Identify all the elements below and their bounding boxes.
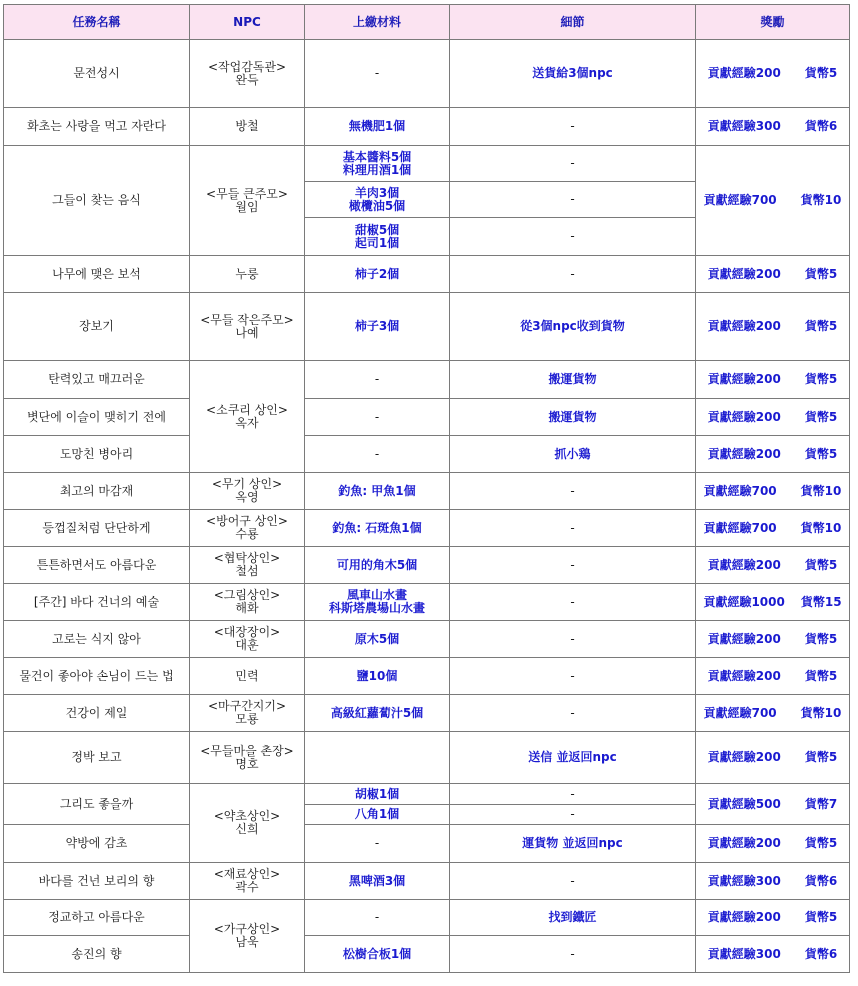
npc-cell: <협탁상인> 철섬 <box>190 547 305 584</box>
reward-cell: 貢獻經驗200 貨幣5 <box>696 361 850 399</box>
quest-name: 약방에 감초 <box>4 825 190 863</box>
table-row <box>4 108 850 146</box>
reward-cell: 貢獻經驗700 貨幣10 <box>696 510 850 547</box>
detail-cell: - <box>450 805 696 825</box>
detail-cell: - <box>450 658 696 695</box>
material-cell: - <box>305 40 450 108</box>
reward-cell: 貢獻經驗700 貨幣10 <box>696 146 850 256</box>
npc-cell: <무들 큰주모> 월임 <box>190 146 305 256</box>
table-row <box>4 473 850 510</box>
npc-cell: <대장장이> 대훈 <box>190 621 305 658</box>
reward-cell: 貢獻經驗200 貨幣5 <box>696 256 850 293</box>
detail-cell: 送信 並返回npc <box>450 732 696 784</box>
detail-cell: - <box>450 695 696 732</box>
table-row <box>4 900 850 936</box>
reward-cell: 貢獻經驗500 貨幣7 <box>696 784 850 825</box>
detail-cell: 找到鐵匠 <box>450 900 696 936</box>
material-cell: 八角1個 <box>305 805 450 825</box>
quest-name: 정교하고 아름다운 <box>4 900 190 936</box>
detail-cell: - <box>450 510 696 547</box>
reward-cell: 貢獻經驗1000 貨幣15 <box>696 584 850 621</box>
reward-cell: 貢獻經驗200 貨幣5 <box>696 900 850 936</box>
detail-cell: - <box>450 146 696 182</box>
quest-name: 나무에 맺은 보석 <box>4 256 190 293</box>
material-cell: 甜椒5個 起司1個 <box>305 218 450 256</box>
table-row <box>4 399 850 436</box>
npc-cell: <작업감독관> 완득 <box>190 40 305 108</box>
detail-cell: 搬運貨物 <box>450 399 696 436</box>
header-npc: NPC <box>190 5 305 40</box>
reward-cell: 貢獻經驗200 貨幣5 <box>696 547 850 584</box>
reward-cell: 貢獻經驗200 貨幣5 <box>696 732 850 784</box>
quest-name: 건강이 제일 <box>4 695 190 732</box>
detail-cell: - <box>450 547 696 584</box>
table-row <box>4 146 850 182</box>
detail-cell: - <box>450 218 696 256</box>
material-cell: - <box>305 825 450 863</box>
reward-cell: 貢獻經驗300 貨幣6 <box>696 936 850 973</box>
detail-cell: - <box>450 108 696 146</box>
material-cell: 胡椒1個 <box>305 784 450 805</box>
quest-name: 도망친 병아리 <box>4 436 190 473</box>
material-cell: 柿子2個 <box>305 256 450 293</box>
npc-cell: <소쿠리 상인> 옥자 <box>190 361 305 473</box>
quest-name: 볏단에 이슬이 맺히기 전에 <box>4 399 190 436</box>
material-cell: 基本醬料5個 料理用酒1個 <box>305 146 450 182</box>
material-cell: 釣魚: 甲魚1個 <box>305 473 450 510</box>
material-cell: 無機肥1個 <box>305 108 450 146</box>
quest-name: [주간] 바다 건너의 예술 <box>4 584 190 621</box>
detail-cell: - <box>450 784 696 805</box>
quest-name: 문전성시 <box>4 40 190 108</box>
reward-cell: 貢獻經驗200 貨幣5 <box>696 40 850 108</box>
reward-cell: 貢獻經驗200 貨幣5 <box>696 293 850 361</box>
reward-cell: 貢獻經驗200 貨幣5 <box>696 399 850 436</box>
npc-cell: <그림상인> 해화 <box>190 584 305 621</box>
material-cell: 黑啤酒3個 <box>305 863 450 900</box>
table-row <box>4 863 850 900</box>
table-row <box>4 784 850 805</box>
table-header-row <box>4 5 850 40</box>
detail-cell: - <box>450 256 696 293</box>
npc-cell: <방어구 상인> 수룡 <box>190 510 305 547</box>
quest-name: 정박 보고 <box>4 732 190 784</box>
npc-cell: <마구간지기> 모룡 <box>190 695 305 732</box>
table-row <box>4 361 850 399</box>
table-row <box>4 256 850 293</box>
material-cell: - <box>305 436 450 473</box>
header-reward: 獎勵 <box>696 5 850 40</box>
table-row <box>4 584 850 621</box>
npc-cell: 누룽 <box>190 256 305 293</box>
npc-cell: <무기 상인> 옥영 <box>190 473 305 510</box>
table-row <box>4 547 850 584</box>
quest-name: 고로는 식지 않아 <box>4 621 190 658</box>
quest-name: 바다를 건넌 보리의 향 <box>4 863 190 900</box>
material-cell: - <box>305 361 450 399</box>
table-row <box>4 936 850 973</box>
material-cell: - <box>305 900 450 936</box>
npc-cell: <약초상인> 신희 <box>190 784 305 863</box>
detail-cell: 送貨給3個npc <box>450 40 696 108</box>
detail-cell: - <box>450 473 696 510</box>
quest-name: 송진의 향 <box>4 936 190 973</box>
table-row <box>4 510 850 547</box>
detail-cell: - <box>450 936 696 973</box>
quest-name: 그들이 찾는 음식 <box>4 146 190 256</box>
quest-name: 탄력있고 매끄러운 <box>4 361 190 399</box>
quest-name: 그리도 좋을까 <box>4 784 190 825</box>
npc-cell: <재료상인> 곽수 <box>190 863 305 900</box>
header-detail: 細節 <box>450 5 696 40</box>
npc-cell: <무들마을 촌장> 명호 <box>190 732 305 784</box>
quest-name: 등껍질처럼 단단하게 <box>4 510 190 547</box>
table-row <box>4 436 850 473</box>
reward-cell: 貢獻經驗200 貨幣5 <box>696 658 850 695</box>
table-row <box>4 40 850 108</box>
quest-table <box>3 4 850 973</box>
table-row <box>4 658 850 695</box>
detail-cell: 從3個npc收到貨物 <box>450 293 696 361</box>
detail-cell: - <box>450 182 696 218</box>
quest-name: 화초는 사랑을 먹고 자란다 <box>4 108 190 146</box>
detail-cell: - <box>450 863 696 900</box>
reward-cell: 貢獻經驗200 貨幣5 <box>696 621 850 658</box>
reward-cell: 貢獻經驗200 貨幣5 <box>696 436 850 473</box>
material-cell: 高級紅蘿蔔汁5個 <box>305 695 450 732</box>
material-cell: 羊肉3個 橄欖油5個 <box>305 182 450 218</box>
table-row <box>4 732 850 784</box>
table-row <box>4 695 850 732</box>
quest-name: 장보기 <box>4 293 190 361</box>
detail-cell: 抓小鶏 <box>450 436 696 473</box>
material-cell: 風車山水畫 科斯塔農場山水畫 <box>305 584 450 621</box>
detail-cell: - <box>450 621 696 658</box>
npc-cell: 민력 <box>190 658 305 695</box>
table-row <box>4 293 850 361</box>
table-row <box>4 621 850 658</box>
quest-name: 튼튼하면서도 아름다운 <box>4 547 190 584</box>
header-name: 任務名稱 <box>4 5 190 40</box>
reward-cell: 貢獻經驗300 貨幣6 <box>696 108 850 146</box>
material-cell: 柿子3個 <box>305 293 450 361</box>
material-cell: 鹽10個 <box>305 658 450 695</box>
detail-cell: - <box>450 584 696 621</box>
reward-cell: 貢獻經驗200 貨幣5 <box>696 825 850 863</box>
material-cell <box>305 732 450 784</box>
reward-cell: 貢獻經驗700 貨幣10 <box>696 695 850 732</box>
reward-cell: 貢獻經驗700 貨幣10 <box>696 473 850 510</box>
header-material: 上繳材料 <box>305 5 450 40</box>
material-cell: 原木5個 <box>305 621 450 658</box>
table-row <box>4 825 850 863</box>
npc-cell: <무들 작은주모> 나예 <box>190 293 305 361</box>
quest-name: 물건이 좋아야 손님이 드는 법 <box>4 658 190 695</box>
npc-cell: 방철 <box>190 108 305 146</box>
material-cell: 釣魚: 石斑魚1個 <box>305 510 450 547</box>
quest-name: 최고의 마감재 <box>4 473 190 510</box>
material-cell: 可用的角木5個 <box>305 547 450 584</box>
detail-cell: 運貨物 並返回npc <box>450 825 696 863</box>
detail-cell: 搬運貨物 <box>450 361 696 399</box>
material-cell: 松樹合板1個 <box>305 936 450 973</box>
reward-cell: 貢獻經驗300 貨幣6 <box>696 863 850 900</box>
npc-cell: <가구상인> 남욱 <box>190 900 305 973</box>
material-cell: - <box>305 399 450 436</box>
